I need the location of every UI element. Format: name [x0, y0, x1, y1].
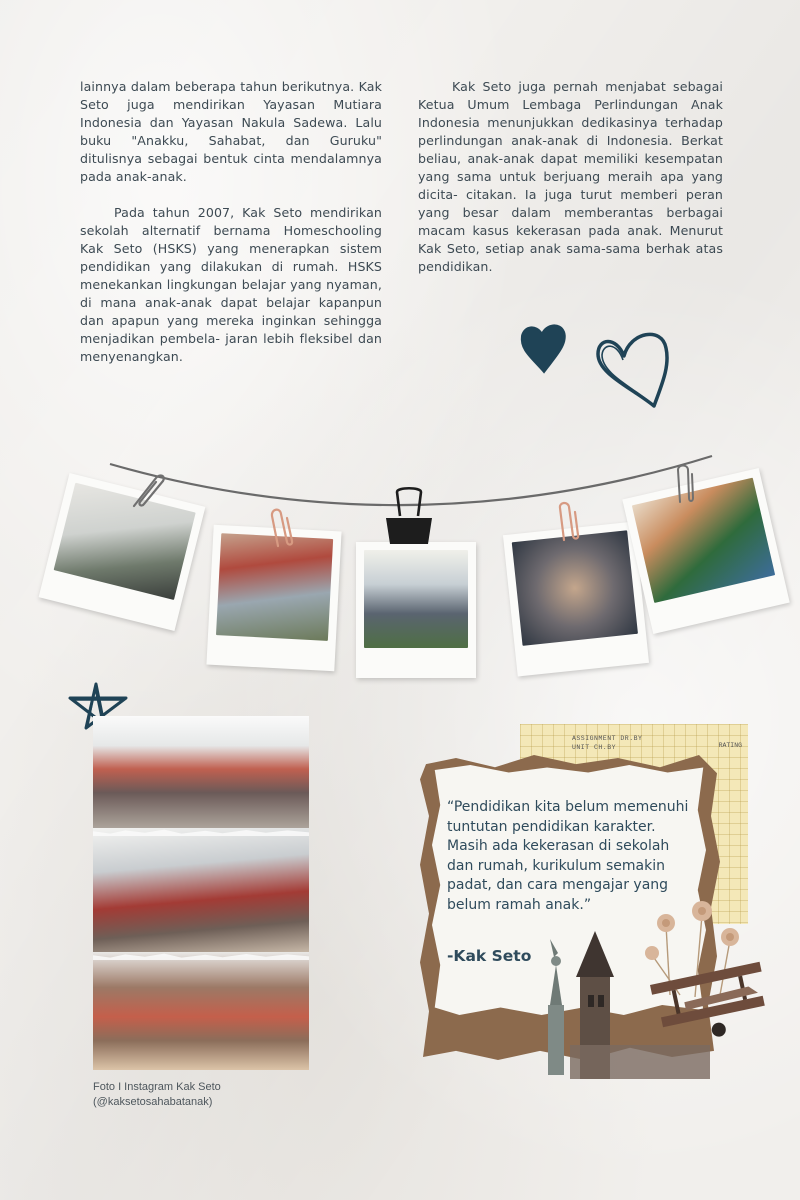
collage-photo [93, 828, 309, 958]
paragraph: Pada tahun 2007, Kak Seto mendirikan sekolah alternatif bernama Homeschooling Kak Seto (HSKS) yang menerapkan sistem pendidikan yang dilakukan di rumah. HSKS menekankan lingkungan belajar yang nyaman, di mana anak-anak dapat belajar kapanpun dan apapun yang mereka inginkan sehingga menjadikan pembela- jaran lebih fleksibel dan menyenangkan. [80, 205, 382, 364]
landmarks-collage-icon [540, 925, 770, 1085]
photo [632, 478, 775, 603]
paperclip-icon [554, 498, 584, 544]
photo [512, 530, 638, 646]
scrap-row: ASSIGNMENT DR.BY [572, 735, 643, 742]
large-heart-outline-icon [592, 322, 672, 412]
collage-photo [93, 952, 309, 1070]
scrap-rating-label: RATING [718, 742, 742, 749]
paragraph: Kak Seto juga pernah menjabat sebagai Ketua Umum Lembaga Perlindungan Anak Indonesia menunjukkan dedikasinya terhadap perlindungan anak-anak di Indonesia. Berkat beliau, anak-anak dapat memiliki kesempatan yang sama untuk berjuang meraih apa yang dicita- citakan. Ia juga turut memberi peran yang besar dalam memberantas berbagai macam kasus kekerasan pada anak. Menurut Kak Seto, setiap anak sama-sama berhak atas pendidikan. [418, 79, 723, 274]
polaroid-photo [356, 542, 476, 678]
torn-edge [93, 828, 309, 836]
paperclip-icon [268, 504, 298, 550]
caption-line: (@kaksetosahabatanak) [93, 1096, 213, 1108]
small-heart-icon [518, 318, 570, 378]
quote-text: “Pendidikan kita belum memenuhi tuntutan pendidikan karakter. Masih ada kekerasan di sekolah dan rumah, kurikulum semakin padat, dan cara mengajar yang belum ramah anak.” [447, 799, 689, 913]
caption-line: Foto I Instagram Kak Seto [93, 1081, 221, 1093]
quote-author: -Kak Seto [447, 947, 532, 965]
paperclip-icon [126, 470, 170, 514]
photo [54, 483, 196, 600]
binder-clip-icon [380, 486, 438, 548]
photo [364, 550, 468, 648]
polaroid-photo [503, 521, 649, 676]
article-right-column [418, 78, 723, 294]
paperclip-icon [672, 462, 696, 506]
article-left-column [80, 78, 382, 384]
paragraph: lainnya dalam beberapa tahun berikutnya. Kak Seto juga mendirikan Yayasan Mutiara Indonesia dan Yayasan Nakula Sadewa. Lalu buku "Anakku, Sahabat, dan Guruku" ditulisnya sebagai bentuk cinta mendalamnya pada anak-anak. [80, 79, 382, 184]
photo-caption [93, 1080, 221, 1110]
photo-collage [93, 716, 309, 1070]
scrap-header [572, 734, 642, 752]
collage-photo [93, 716, 309, 834]
scrap-row: UNIT CH.BY [572, 744, 617, 751]
torn-edge [93, 952, 309, 960]
